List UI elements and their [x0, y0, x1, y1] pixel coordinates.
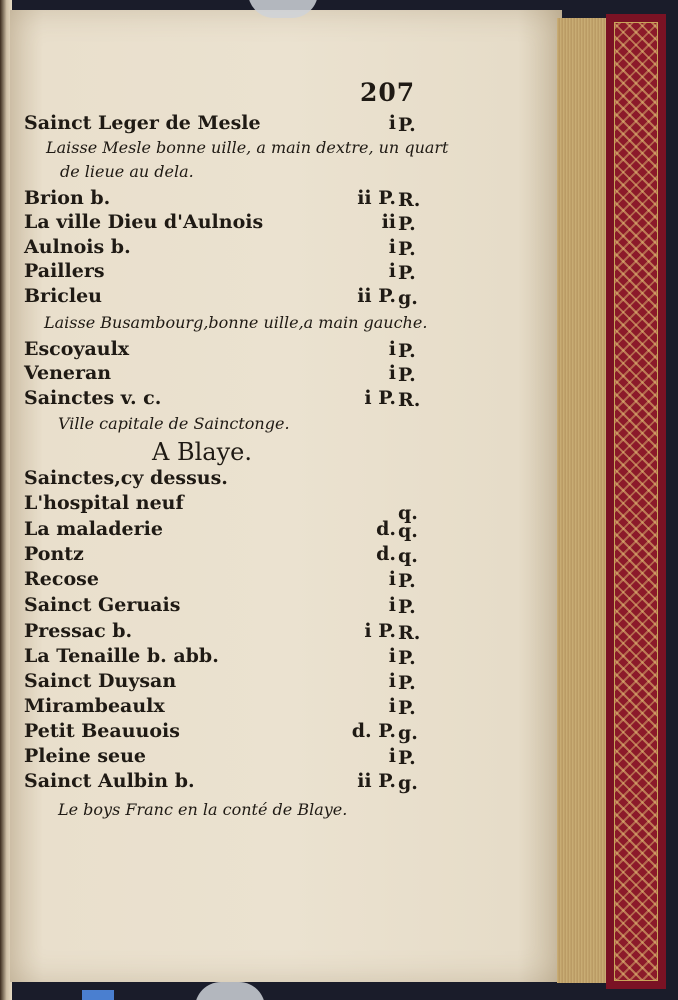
route-mark: g.: [398, 287, 418, 309]
list-item: [24, 362, 414, 388]
book-cover: [606, 14, 666, 989]
distance: d.: [376, 518, 396, 540]
route-mark: R.: [398, 389, 421, 411]
place-name: Sainctes,cy dessus.: [24, 467, 228, 489]
route-mark: P.: [398, 647, 416, 669]
list-item: [24, 492, 418, 524]
distance: i: [388, 695, 396, 717]
list-item: [24, 594, 414, 620]
list-item: [24, 543, 418, 569]
distance: i: [388, 338, 396, 360]
list-item: [24, 518, 418, 544]
distance: ii P.: [357, 187, 396, 209]
route-mark: g.: [398, 722, 418, 744]
route-note: Laisse Busambourg,bonne uille,a main gauche.: [44, 313, 428, 332]
route-mark: q.: [398, 520, 418, 542]
route-mark: P.: [398, 596, 416, 618]
list-item: [24, 645, 414, 671]
list-item: [24, 670, 414, 696]
distance: i P.: [364, 620, 396, 642]
distance: i: [388, 670, 396, 692]
place-name: Paillers: [24, 260, 105, 282]
gilt-pattern: [614, 22, 658, 981]
list-item: [24, 112, 414, 138]
place-name: Veneran: [24, 362, 112, 384]
footer-note: Le boys Franc en la conté de Blaye.: [58, 800, 348, 819]
distance: i: [388, 594, 396, 616]
route-mark: P.: [398, 672, 416, 694]
page-edges: [557, 18, 607, 983]
route-mark: g.: [398, 772, 418, 794]
route-note: Laisse Mesle bonne uille, a main dextre, un quart: [46, 138, 449, 157]
bookmark-ribbon: [82, 990, 114, 1000]
route-mark: R.: [398, 189, 421, 211]
route-mark: P.: [398, 747, 416, 769]
list-item: [24, 285, 418, 311]
list-item: [24, 338, 414, 364]
route-mark: P.: [398, 364, 416, 386]
place-name: Brion b.: [24, 187, 111, 209]
list-item: [24, 236, 414, 262]
distance: d.: [376, 543, 396, 565]
route-mark: q.: [398, 545, 418, 567]
place-name: Aulnois b.: [24, 236, 131, 258]
distance: ii P.: [357, 285, 396, 307]
distance: ii P.: [357, 770, 396, 792]
list-item: [24, 620, 421, 646]
place-name: Sainct Duysan: [24, 670, 177, 692]
list-item: [24, 211, 414, 237]
list-item: [24, 387, 421, 413]
page-number: 207: [360, 78, 416, 107]
list-item: [24, 467, 414, 493]
place-name: La Tenaille b. abb.: [24, 645, 219, 667]
place-name: Pontz: [24, 543, 84, 565]
place-name: Escoyaulx: [24, 338, 130, 360]
place-name: Sainct Geruais: [24, 594, 181, 616]
place-name: Pressac b.: [24, 620, 133, 642]
list-item: [24, 720, 418, 746]
distance: i: [388, 568, 396, 590]
route-mark: R.: [398, 622, 421, 644]
route-mark: P.: [398, 114, 416, 136]
bottom-clip: [195, 982, 265, 1000]
route-mark: P.: [398, 213, 416, 235]
distance: i: [388, 745, 396, 767]
list-item: [24, 568, 414, 594]
section-heading: A Blaye.: [152, 438, 252, 466]
place-name: Petit Beauuois: [24, 720, 180, 742]
distance: ii: [381, 211, 396, 233]
place-name: Bricleu: [24, 285, 102, 307]
list-item: [24, 187, 421, 213]
list-item: [24, 770, 418, 796]
place-name: Mirambeaulx: [24, 695, 165, 717]
route-mark: q.: [398, 502, 418, 524]
distance: i: [388, 112, 396, 134]
place-name: Sainct Leger de Mesle: [24, 112, 261, 134]
route-mark: P.: [398, 697, 416, 719]
distance: i P.: [364, 387, 396, 409]
distance: i: [388, 645, 396, 667]
place-name: Recose: [24, 568, 99, 590]
route-mark: P.: [398, 262, 416, 284]
list-item: [24, 745, 414, 771]
distance: i: [388, 260, 396, 282]
list-item: [24, 695, 414, 721]
place-name: Pleine seue: [24, 745, 147, 767]
place-name: La maladerie: [24, 518, 163, 540]
place-name: Sainctes v. c.: [24, 387, 162, 409]
route-note: de lieue au dela.: [60, 162, 194, 181]
route-mark: P.: [398, 340, 416, 362]
place-name: Sainct Aulbin b.: [24, 770, 195, 792]
distance: d. P.: [351, 720, 396, 742]
route-mark: P.: [398, 570, 416, 592]
distance: i: [388, 362, 396, 384]
route-mark: P.: [398, 238, 416, 260]
place-name: L'hospital neuf: [24, 492, 184, 514]
distance: i: [388, 236, 396, 258]
list-item: [24, 260, 414, 286]
route-note: Ville capitale de Sainctonge.: [58, 414, 290, 433]
place-name: La ville Dieu d'Aulnois: [24, 211, 264, 233]
